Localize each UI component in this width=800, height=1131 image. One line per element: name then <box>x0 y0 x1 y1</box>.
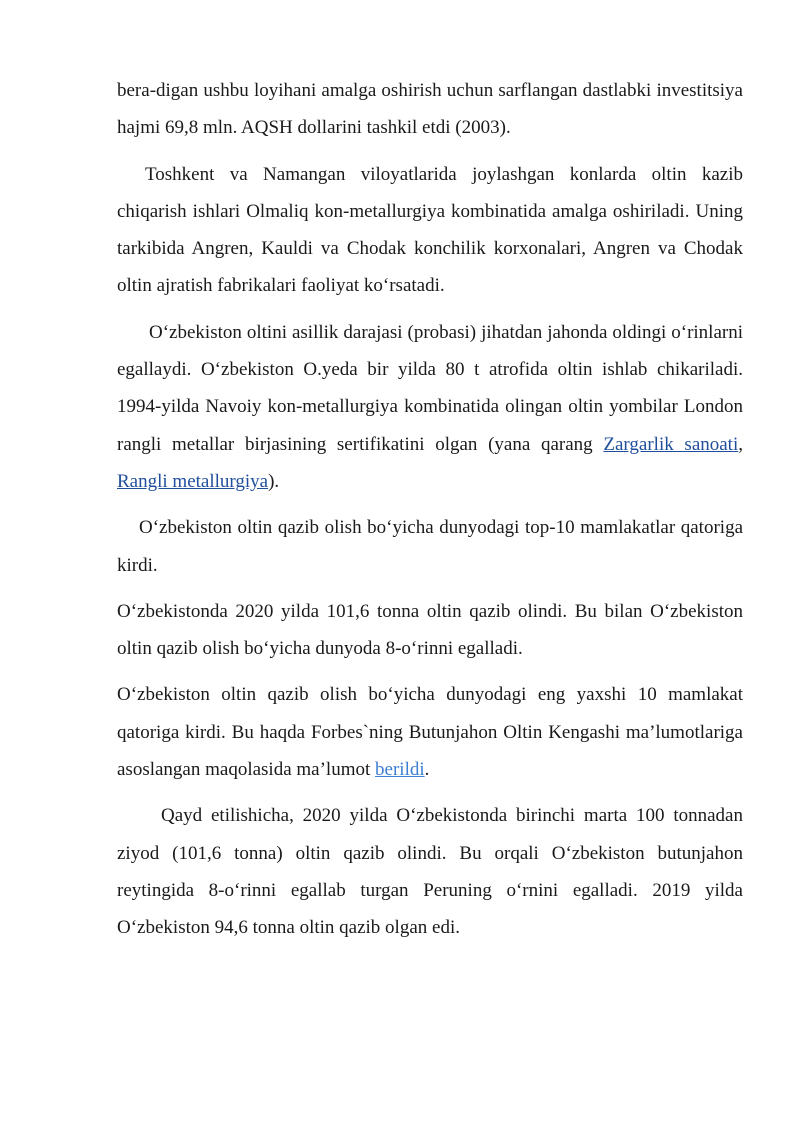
paragraph-investment: bera-digan ushbu loyihani amalga oshirish uchun sarflangan dastlabki investitsiya hajmi 69,8 mln. AQSH dollarini tashkil etdi (2003). <box>117 80 743 139</box>
paragraph-gold-quality <box>117 314 743 500</box>
document-body <box>117 72 743 947</box>
link-rangli-metallurgiya[interactable]: Rangli metallurgiya <box>117 470 269 492</box>
paragraph-gold-quality-end: ). <box>268 470 280 492</box>
paragraph-forbes <box>117 676 743 788</box>
paragraph-forbes-text: Oʻzbekiston oltin qazib olish boʻyicha dunyodagi eng yaxshi 10 mamlakat qatoriga kirdi. Bu haqda Forbes`ning Butunjahon Oltin Kengashi maʼlumotlariga asoslangan maqolasida maʼlumot <box>117 684 743 781</box>
paragraph-gold-quality-text: Oʻzbekiston oltini asillik darajasi (probasi) jihatdan jahonda oldingi oʻrinlarni egallaydi. Oʻzbekiston O.yeda bir yilda 80 t atrofida oltin ishlab chikariladi. 1994-yilda Navoiy kon-metallurgiya kombinatida olingan oltin yombilar London rangli metallar birjasining sertifikatini olgan (yana qarang <box>117 321 743 455</box>
paragraph-olmaliq: Toshkent va Namangan viloyatlarida joylashgan konlarda oltin kazib chiqarish ishlari Olmaliq kon-metallurgiya kombinatida amalga oshiriladi. Uning tarkibida Angren, Kauldi va Chodak konchilik korxonalari, Angren va Chodak oltin ajratish fabrikalari faoliyat koʻrsatadi. <box>117 163 743 297</box>
paragraph-top10: Oʻzbekiston oltin qazib olish boʻyicha dunyodagi top-10 mamlakatlar qatoriga kirdi. <box>117 517 743 576</box>
link-separator: , <box>738 433 743 455</box>
link-zargarlik-sanoati[interactable]: Zargarlik sanoati <box>603 433 739 455</box>
link-berildi[interactable]: berildi <box>375 759 425 781</box>
paragraph-ranking: Qayd etilishicha, 2020 yilda Oʻzbekistonda birinchi marta 100 tonnadan ziyod (101,6 tonna) oltin qazib olindi. Bu orqali Oʻzbekiston butunjahon reytingida 8-oʻrinni egallab turgan Peruning oʻrnini egalladi. 2019 yilda Oʻzbekiston 94,6 tonna oltin qazib olgan edi. <box>117 805 743 939</box>
paragraph-2020-production: Oʻzbekistonda 2020 yilda 101,6 tonna oltin qazib olindi. Bu bilan Oʻzbekiston oltin qazib olish boʻyicha dunyoda 8-oʻrinni egalladi. <box>117 600 743 660</box>
paragraph-forbes-end: . <box>424 759 430 781</box>
